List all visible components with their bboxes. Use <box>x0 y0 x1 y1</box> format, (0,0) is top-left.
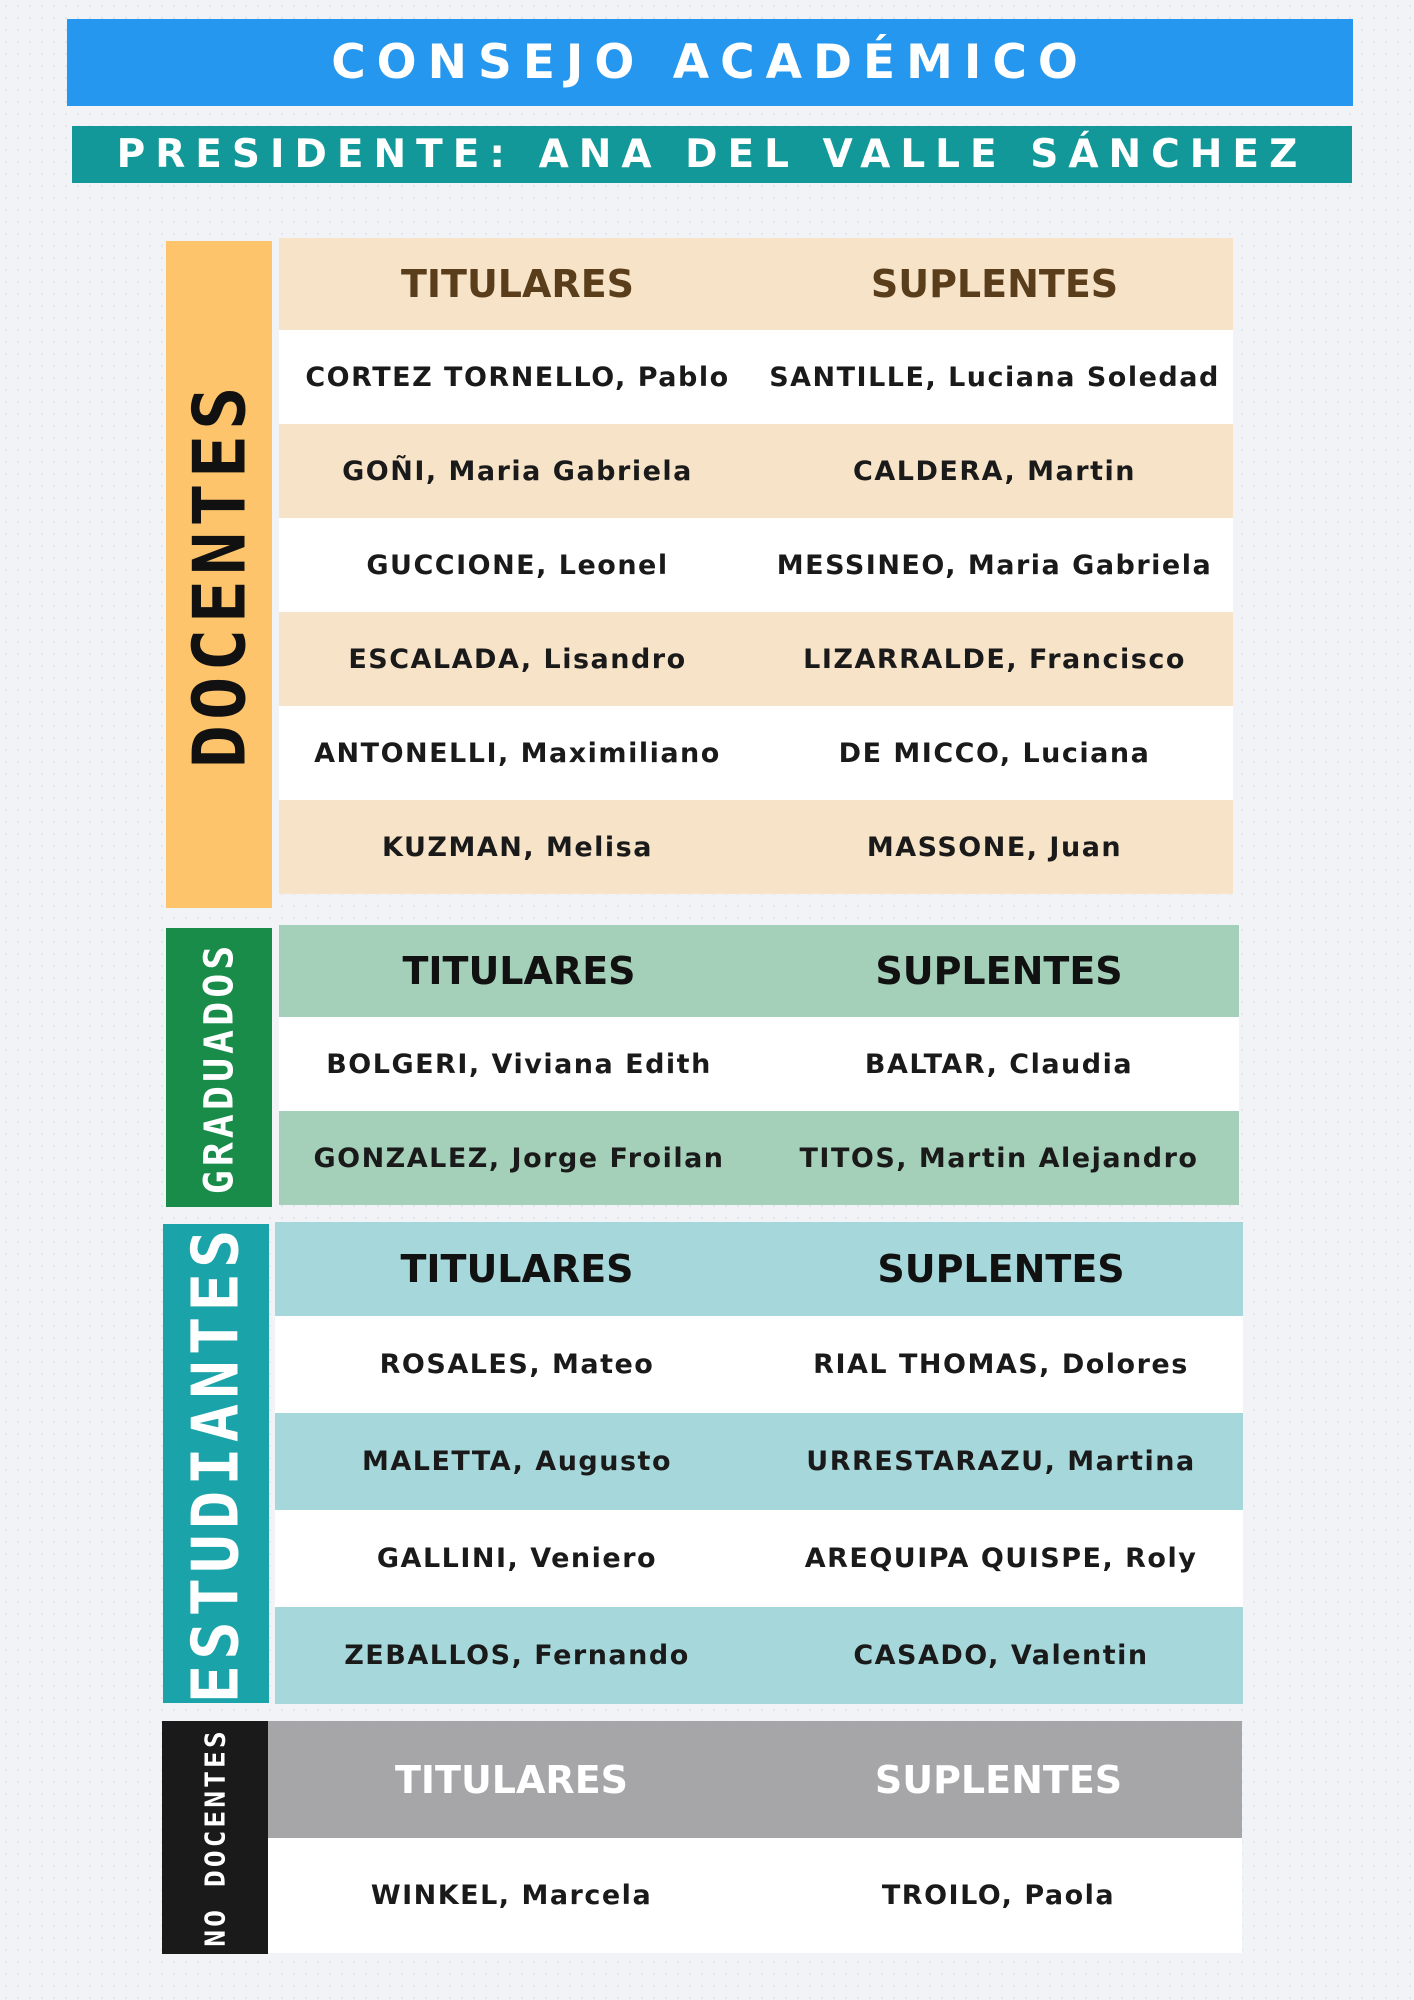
table-cell: GONZALEZ, Jorge Froilan <box>279 1111 759 1205</box>
table-cell: BALTAR, Claudia <box>759 1017 1239 1111</box>
table-cell: TROILO, Paola <box>755 1838 1242 1953</box>
table-cell: ROSALES, Mateo <box>275 1316 759 1413</box>
table-cell: GALLINI, Veniero <box>275 1510 759 1607</box>
section-label-no-docentes-text: NO DOCENTES <box>198 1728 232 1947</box>
column-header-titulares: TITULARES <box>279 238 756 330</box>
column-header-suplentes: SUPLENTES <box>756 238 1233 330</box>
table-cell: CALDERA, Martin <box>756 424 1233 518</box>
column-header-titulares: TITULARES <box>275 1222 759 1316</box>
column-header-suplentes: SUPLENTES <box>759 1222 1243 1316</box>
section-label-docentes <box>166 241 272 908</box>
section-table-graduados <box>279 925 1239 1205</box>
section-label-estudiantes-text: ESTUDIANTES <box>179 1224 253 1703</box>
table-cell: CASADO, Valentin <box>759 1607 1243 1704</box>
section-label-docentes-text: DOCENTES <box>177 381 261 768</box>
table-cell: ZEBALLOS, Fernando <box>275 1607 759 1704</box>
table-cell: MASSONE, Juan <box>756 800 1233 894</box>
table-cell: TITOS, Martin Alejandro <box>759 1111 1239 1205</box>
column-header-titulares: TITULARES <box>279 925 759 1017</box>
table-cell: KUZMAN, Melisa <box>279 800 756 894</box>
table-cell: AREQUIPA QUISPE, Roly <box>759 1510 1243 1607</box>
table-cell: CORTEZ TORNELLO, Pablo <box>279 330 756 424</box>
section-label-estudiantes <box>163 1224 269 1703</box>
column-header-titulares: TITULARES <box>268 1721 755 1838</box>
table-cell: GUCCIONE, Leonel <box>279 518 756 612</box>
table-cell: BOLGERI, Viviana Edith <box>279 1017 759 1111</box>
table-cell: RIAL THOMAS, Dolores <box>759 1316 1243 1413</box>
table-cell: MALETTA, Augusto <box>275 1413 759 1510</box>
section-table-no-docentes <box>268 1721 1242 1953</box>
page-title: CONSEJO ACADÉMICO <box>67 19 1353 106</box>
column-header-suplentes: SUPLENTES <box>759 925 1239 1017</box>
table-cell: ESCALADA, Lisandro <box>279 612 756 706</box>
table-cell: LIZARRALDE, Francisco <box>756 612 1233 706</box>
section-label-graduados <box>166 928 272 1207</box>
table-cell: DE MICCO, Luciana <box>756 706 1233 800</box>
section-label-no-docentes <box>162 1721 268 1954</box>
section-label-graduados-text: GRADUADOS <box>196 941 242 1194</box>
section-table-docentes <box>279 238 1233 894</box>
table-cell: WINKEL, Marcela <box>268 1838 755 1953</box>
table-cell: GOÑI, Maria Gabriela <box>279 424 756 518</box>
table-cell: URRESTARAZU, Martina <box>759 1413 1243 1510</box>
section-table-estudiantes <box>275 1222 1243 1704</box>
table-cell: MESSINEO, Maria Gabriela <box>756 518 1233 612</box>
table-cell: SANTILLE, Luciana Soledad <box>756 330 1233 424</box>
president-banner: PRESIDENTE: ANA DEL VALLE SÁNCHEZ <box>72 126 1352 183</box>
column-header-suplentes: SUPLENTES <box>755 1721 1242 1838</box>
table-cell: ANTONELLI, Maximiliano <box>279 706 756 800</box>
